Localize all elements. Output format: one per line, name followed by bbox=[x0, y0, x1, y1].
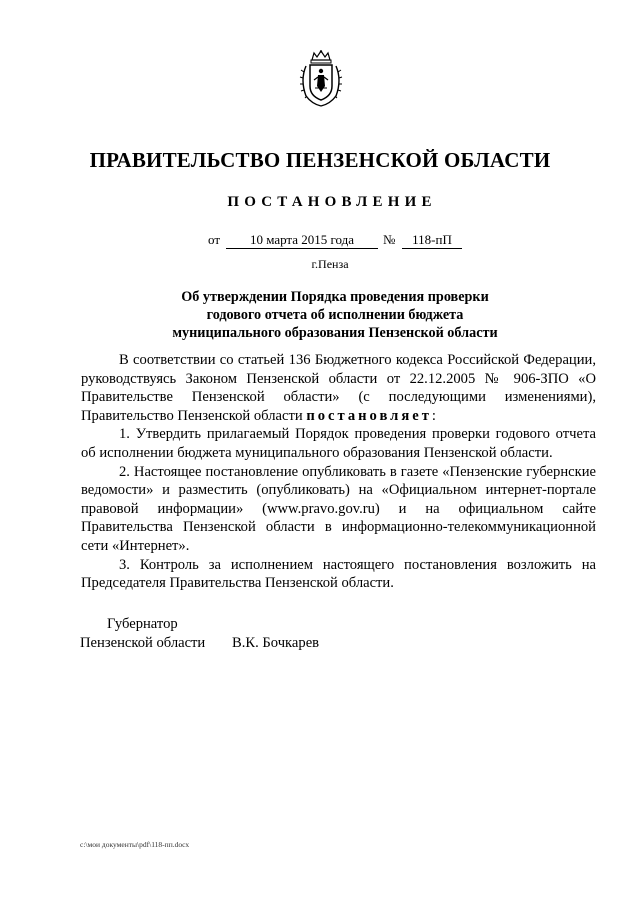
date-prefix: от bbox=[208, 232, 221, 247]
preamble-paragraph bbox=[81, 351, 596, 425]
document-type: ПОСТАНОВЛЕНИЕ bbox=[227, 194, 437, 210]
subject-line: муниципального образования Пензенской области bbox=[172, 325, 498, 341]
signatory-name: В.К. Бочкарев bbox=[232, 635, 320, 651]
preamble-text: В соответствии со статьей 136 Бюджетного кодекса Российской Федерации, руководствуясь Законом Пензенской области от 22.12.2005 № 906-ЗПО «О Правительстве Пензенской области» (с последующими изменениями), Правительство Пензенской области bbox=[81, 352, 596, 424]
item-paragraph: 1. Утвердить прилагаемый Порядок проведения проверки годового отчета об исполнении бюджета муниципального образования Пензенской области. bbox=[81, 426, 596, 461]
decides-keyword: постановляет bbox=[306, 407, 432, 424]
subject-line: годового отчета об исполнении бюджета bbox=[206, 307, 464, 323]
item-paragraph: 2. Настоящее постановление опубликовать в газете «Пензенские губернские ведомости» и разместить (опубликовать) на «Официальном интернет-портале правовой информации» (www.pravo.gov.ru) и на официальном сайте Правительства Пензенской области в информационно-телекоммуникационной сети «Интернет». bbox=[81, 463, 596, 554]
document-date: 10 марта 2015 года bbox=[226, 232, 378, 249]
signatory-title-line1: Губернатор bbox=[107, 616, 178, 632]
signatory-title-line2: Пензенской области bbox=[80, 635, 206, 651]
document-subject bbox=[120, 288, 550, 342]
item-paragraph: 3. Контроль за исполнением настоящего постановления возложить на Председателя Правительства Пензенской области. bbox=[81, 556, 596, 592]
subject-line: Об утверждении Порядка проведения проверки bbox=[181, 289, 489, 305]
decides-colon: : bbox=[431, 407, 436, 424]
file-path-footer: c:\мои документы\pdf\118-пп.docx bbox=[80, 840, 190, 849]
document-body bbox=[81, 351, 596, 593]
government-title: ПРАВИТЕЛЬСТВО ПЕНЗЕНСКОЙ ОБЛАСТИ bbox=[89, 148, 551, 172]
city: г.Пенза bbox=[311, 257, 349, 271]
coat-of-arms-emblem bbox=[298, 50, 344, 108]
document-number: 118-пП bbox=[402, 232, 462, 249]
number-prefix: № bbox=[383, 232, 396, 247]
